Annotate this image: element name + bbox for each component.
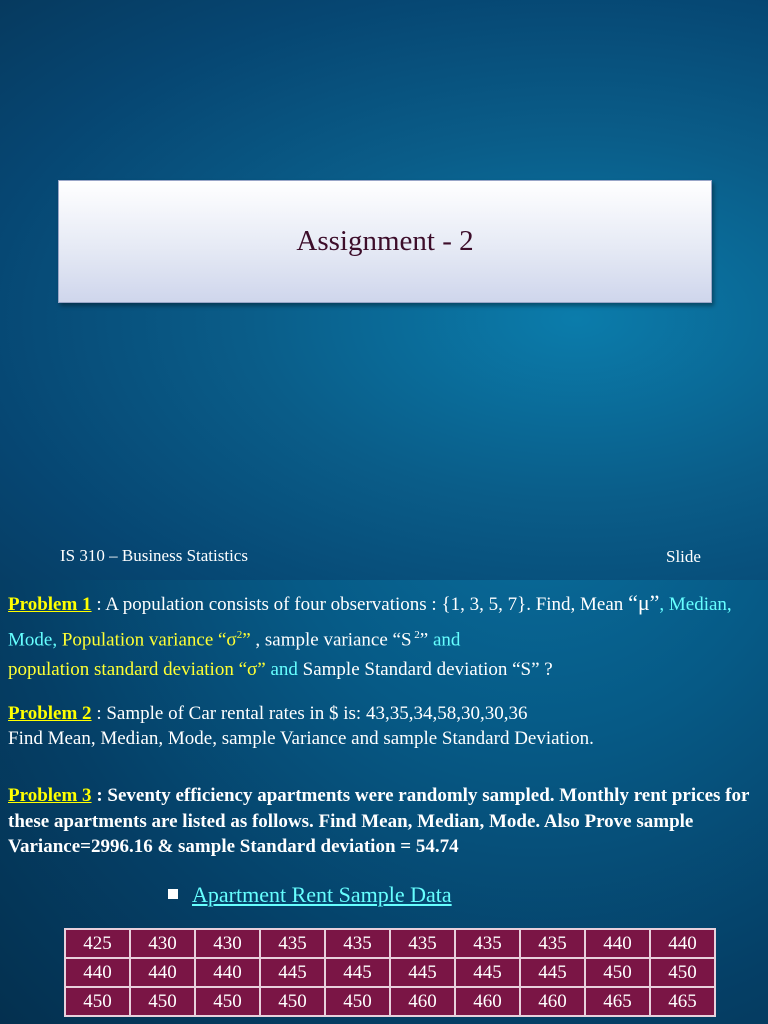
rent-cell: 430 <box>130 929 195 958</box>
rent-cell: 445 <box>390 958 455 987</box>
rent-cell: 440 <box>195 958 260 987</box>
rent-cell: 440 <box>130 958 195 987</box>
rent-cell: 435 <box>390 929 455 958</box>
title-box <box>58 180 712 303</box>
rent-cell: 460 <box>390 987 455 1016</box>
rent-data-table <box>64 928 716 1017</box>
rent-cell: 460 <box>455 987 520 1016</box>
problem-1: Problem 1 : A population consists of four observations : {1, 3, 5, 7}. Find, Mean “μ”, Median, Mode, Population variance “$\sigma^2$” , sample variance “S $^2$” and population standard deviation “σ” and Sample Standard deviation “S” ? <box>8 590 732 681</box>
rent-cell: 450 <box>325 987 390 1016</box>
course-footer: IS 310 – Business Statistics <box>60 546 248 565</box>
problem-2: Problem 2 : Sample of Car rental rates in $ is: 43,35,34,58,30,30,36 Find Mean, Median, Mode, sample Variance and sample Standard Deviation. <box>8 703 594 749</box>
rent-cell: 445 <box>520 958 585 987</box>
rent-cell: 450 <box>585 958 650 987</box>
slide-title: Assignment - 2 <box>296 225 474 257</box>
rent-cell: 440 <box>65 958 130 987</box>
rent-cell: 450 <box>260 987 325 1016</box>
rent-cell: 450 <box>195 987 260 1016</box>
rent-cell: 450 <box>65 987 130 1016</box>
table-row <box>65 958 715 987</box>
rent-cell: 425 <box>65 929 130 958</box>
data-subheading: Apartment Rent Sample Data <box>168 882 452 908</box>
rent-cell: 440 <box>585 929 650 958</box>
slide-footer: Slide <box>666 547 701 566</box>
rent-cell: 435 <box>455 929 520 958</box>
rent-cell: 430 <box>195 929 260 958</box>
problem-3: Problem 3 : Seventy efficiency apartments were randomly sampled. Monthly rent prices for these apartments are listed as follows. Find Mean, Median, Mode. Also Prove sample Variance=2996.16 & sample Standard deviation = 54.74 <box>8 785 750 857</box>
rent-cell: 445 <box>260 958 325 987</box>
rent-cell: 450 <box>130 987 195 1016</box>
rent-cell: 465 <box>585 987 650 1016</box>
rent-cell: 440 <box>650 929 715 958</box>
table-row <box>65 929 715 958</box>
rent-cell: 450 <box>650 958 715 987</box>
problem-3-label: Problem 3 <box>8 785 92 806</box>
problem-2-label: Problem 2 <box>8 703 92 724</box>
rent-cell: 435 <box>260 929 325 958</box>
problem-1-label: Problem 1 <box>8 594 92 615</box>
rent-cell: 445 <box>325 958 390 987</box>
rent-cell: 445 <box>455 958 520 987</box>
rent-cell: 435 <box>520 929 585 958</box>
rent-cell: 435 <box>325 929 390 958</box>
rent-cell: 465 <box>650 987 715 1016</box>
square-bullet-icon <box>168 889 178 899</box>
rent-cell: 460 <box>520 987 585 1016</box>
table-row <box>65 987 715 1016</box>
